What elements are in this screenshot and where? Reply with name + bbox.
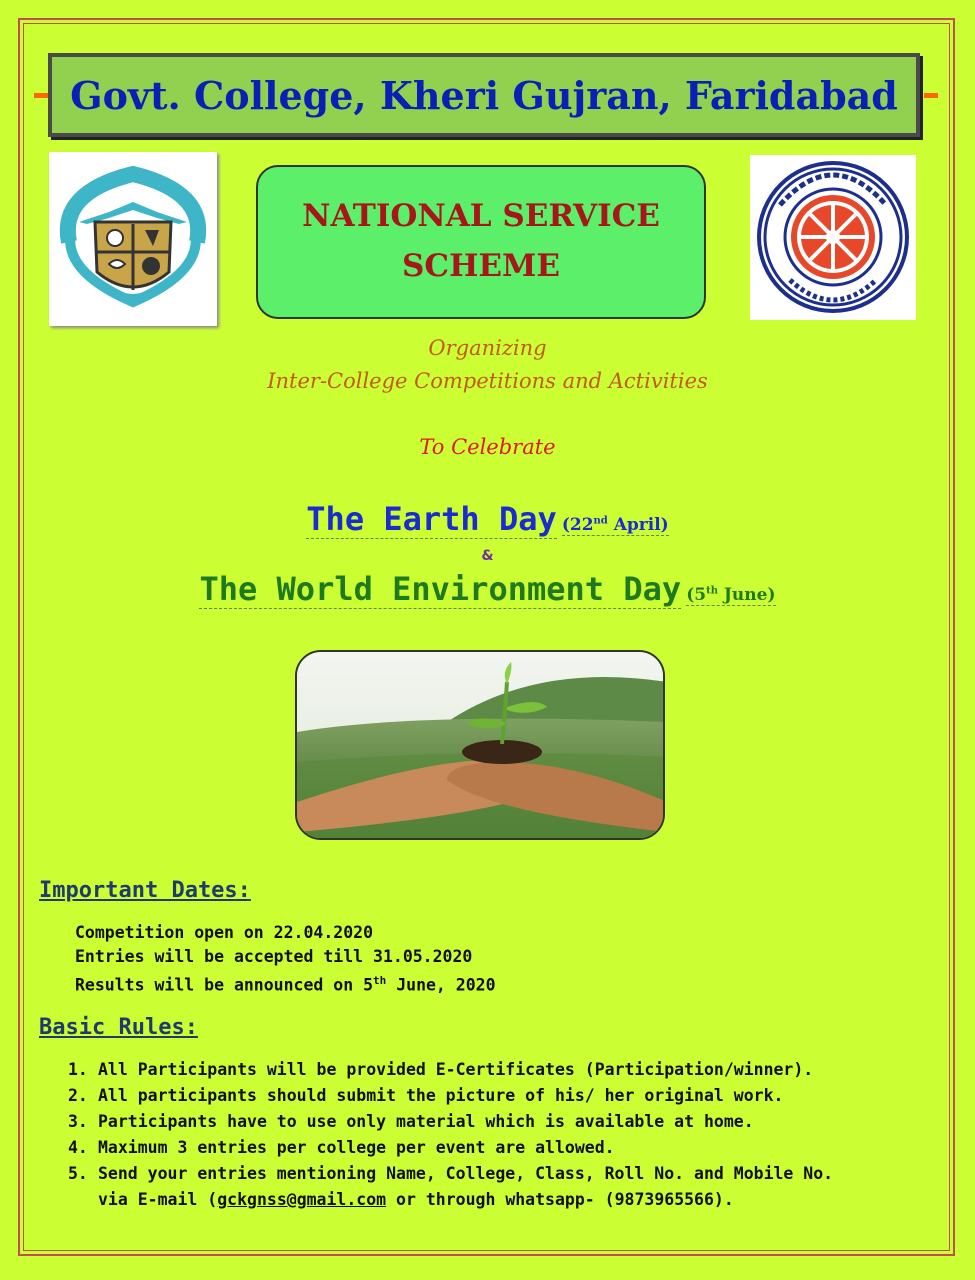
nss-banner <box>256 165 706 319</box>
list-item: 1. All Participants will be provided E-Certificates (Participation/winner). <box>68 1060 814 1079</box>
college-title-box <box>48 53 920 137</box>
earth-day-name: The Earth Day <box>306 500 557 538</box>
earth-day-date: (22nd April) <box>561 515 669 535</box>
date-line-results: Results will be announced on 5th June, 2020 <box>75 974 496 995</box>
hands-sapling-image <box>297 652 665 840</box>
nss-logo <box>750 155 916 320</box>
important-dates-heading: Important Dates: <box>39 878 251 903</box>
college-logo <box>49 152 217 326</box>
basic-rules-heading: Basic Rules: <box>39 1015 198 1040</box>
list-item: 2. All participants should submit the picture of his/ her original work. <box>68 1086 784 1105</box>
sapling-photo <box>295 650 665 840</box>
college-title: Govt. College, Kheri Gujran, Faridabad <box>70 72 898 118</box>
title-dash-right <box>924 93 938 98</box>
basic-rules-list <box>68 1057 833 1213</box>
list-item: 3. Participants have to use only material which is available at home. <box>68 1112 754 1131</box>
nss-title: NATIONAL SERVICE SCHEME <box>302 198 660 284</box>
title-dash-left <box>34 93 48 98</box>
email-link[interactable]: gckgnss@gmail.com <box>217 1190 387 1209</box>
date-line-open: Competition open on 22.04.2020 <box>75 923 374 942</box>
list-item-continuation: via E-mail (gckgnss@gmail.com or through whatsapp- (9873965566). <box>98 1190 734 1209</box>
environment-day-heading <box>0 570 975 608</box>
list-item: 5. Send your entries mentioning Name, College, Class, Roll No. and Mobile No. <box>68 1164 834 1183</box>
environment-day-name: The World Environment Day <box>199 570 682 608</box>
college-crest-icon <box>49 152 217 326</box>
earth-day-heading <box>0 500 975 538</box>
list-item: 4. Maximum 3 entries per college per event are allowed. <box>68 1138 615 1157</box>
important-dates-list <box>75 921 496 998</box>
nss-wheel-icon <box>750 155 916 320</box>
competitions-text: Inter-College Competitions and Activities <box>267 369 708 393</box>
celebrate-text: To Celebrate <box>419 435 556 459</box>
ampersand: & <box>481 548 494 564</box>
organizing-text: Organizing <box>428 336 547 360</box>
date-line-entries: Entries will be accepted till 31.05.2020 <box>75 947 473 966</box>
environment-day-date: (5th June) <box>686 585 776 605</box>
